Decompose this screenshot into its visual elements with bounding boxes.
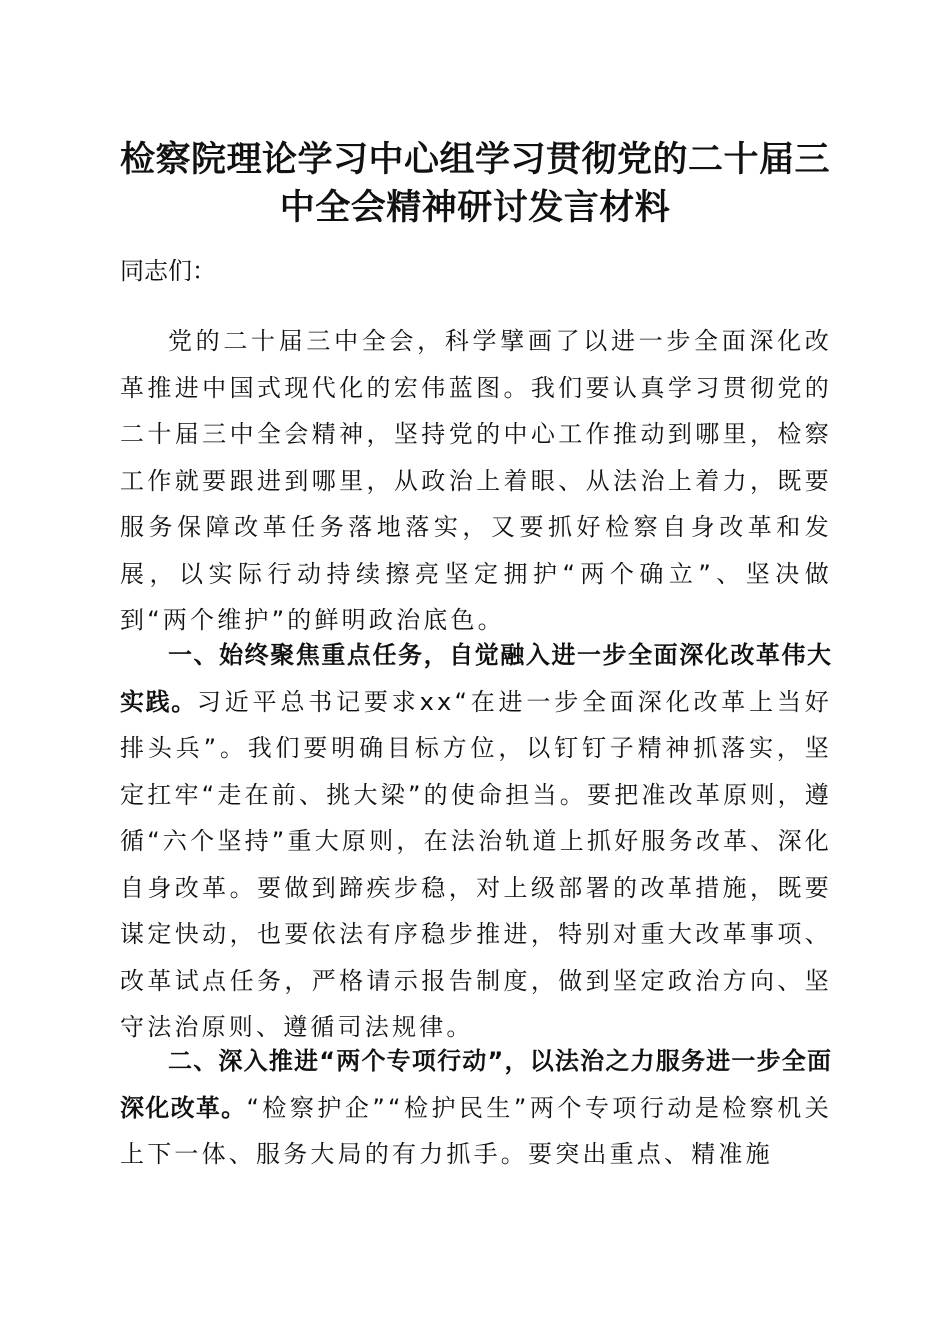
salutation: 同志们： [120,257,216,285]
section-text-2: “检察护企”“检护民生”两个专项行动是检察机关上下一体、服务大局的有力抓手。要突出重点、精准施 [120,1093,833,1168]
document-title-line-1: 检察院理论学习中心组学习贯彻党的二十届三 [119,139,830,180]
paragraph-body: 党的二十届三中全会，科学擘画了以进一步全面深化改革推进中国式现代化的宏伟蓝图。我们要认真学习贯彻党的二十届三中全会精神，坚持党的中心工作推动到哪里，检察工作就要跟进到哪里，从政治上着眼、从法治上着力，既要服务保障改革任务落地落实，又要抓好检察自身改革和发展，以实际行动持续擦亮坚定拥护“两个确立”、坚决做到“两个维护”的鲜明政治底色。 [120,327,832,634]
section-heading-2: 二、深入推进“两个专项行动”，以法治之力服务进一步全面深化改革。 [120,1047,832,1122]
section-text-1: 习近平总书记要求xx“在进一步全面深化改革上当好排头兵”。我们要明确目标方位，以钉钉子精神抓落实，坚定扛牢“走在前、挑大梁”的使命担当。要把准改革原则，遵循“六个坚持”重大原则，在法治轨道上抓好服务改革、深化自身改革。要做到蹄疾步稳，对上级部署的改革措施，既要谋定快动，也要依法有序稳步推进，特别对重大改革事项、改革试点任务，严格请示报告制度，做到坚定政治方向、坚守法治原则、遵循司法规律。 [120,687,832,1041]
section-heading-1: 一、始终聚焦重点任务，自觉融入进一步全面深化改革伟大实践。 [120,641,832,716]
paragraph-intro [120,318,832,644]
paragraph-body [120,1038,832,1178]
paragraph-section-1 [120,632,832,1051]
paragraph-section-2 [120,1038,832,1178]
paragraph-body [120,632,832,1051]
document-title-line-2: 中全会精神研讨发言材料 [279,187,671,228]
